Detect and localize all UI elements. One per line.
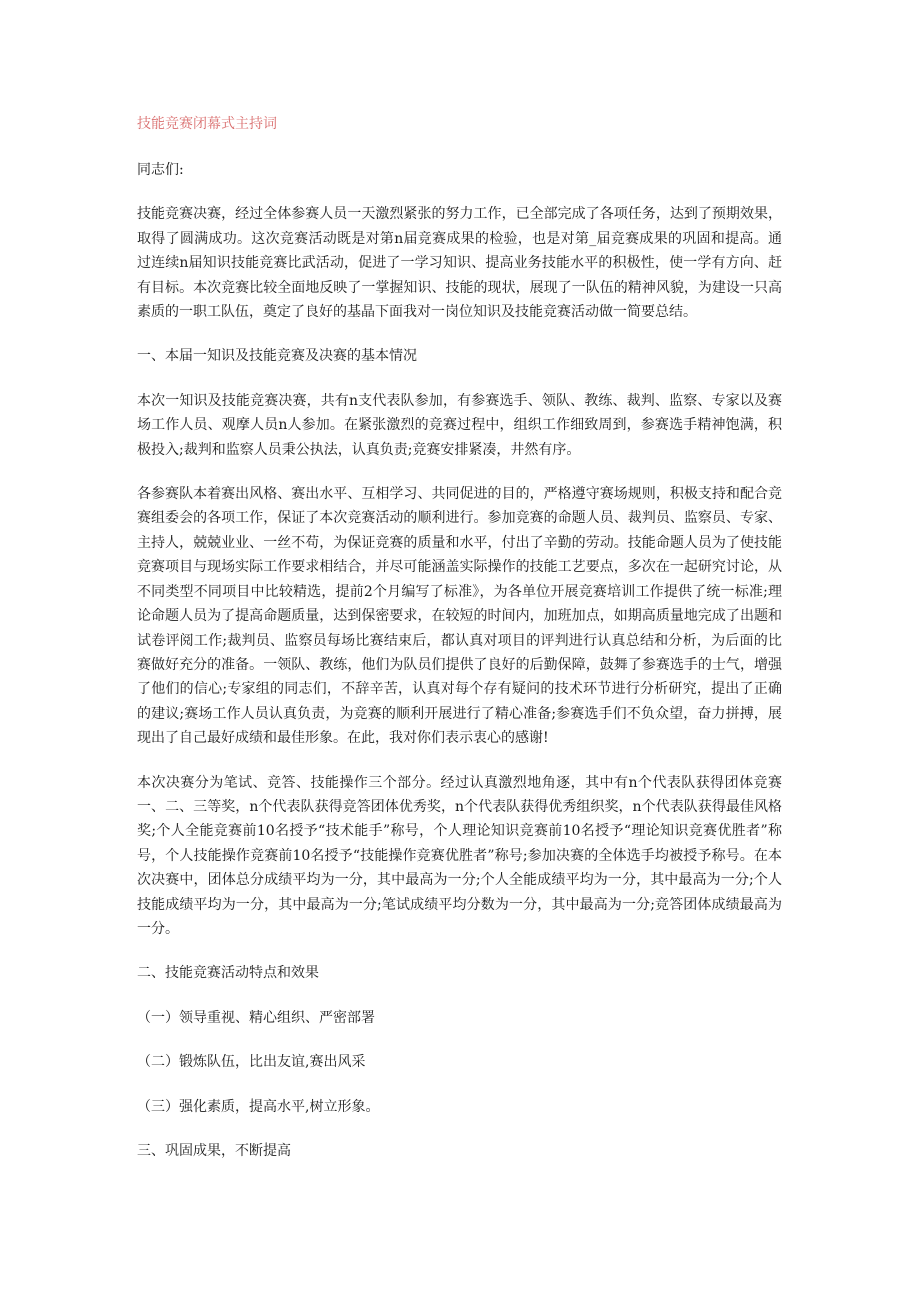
section-1-paragraph-1: 本次一知识及技能竞赛决赛，共有n支代表队参加，有参赛选手、领队、教练、裁判、监察、专家以及赛场工作人员、观摩人员n人参加。在紧张激烈的竞赛过程中，组织工作细致周到，参赛选手精神饱满，积极投入;裁判和监察人员秉公执法，认真负责;竞赛安排紧凑，井然有序。 bbox=[137, 392, 782, 458]
section-2-subheading-3: （三）强化素质，提高水平,树立形象。 bbox=[137, 1098, 380, 1115]
intro-paragraph: 技能竞赛决赛，经过全体参赛人员一天激烈紧张的努力工作，已全部完成了各项任务，达到了预期效果，取得了圆满成功。这次竞赛活动既是对第n届竞赛成果的检验，也是对第_届竞赛成果的巩固和提高。通过连续n届知识技能竞赛比武活动，促进了一学习知识、提高业务技能水平的积极性，使一学有方向、赶有目标。本次竞赛比较全面地反映了一掌握知识、技能的现状，展现了一队伍的精神风貌，为建设一只高素质的一职工队伍，奠定了良好的基晶下面我对一岗位知识及技能竞赛活动做一简要总结。 bbox=[137, 206, 782, 321]
section-2-heading: 二、技能竞赛活动特点和效果 bbox=[137, 965, 319, 982]
section-1-paragraph-2: 各参赛队本着赛出风格、赛出水平、互相学习、共同促进的目的，严格遵守赛场规则，积极支持和配合竞赛组委会的各项工作，保证了本次竞赛活动的顺利进行。参加竞赛的命题人员、裁判员、监察员、专家、主持人，兢兢业业、一丝不苟，为保证竞赛的质量和水平，付出了辛勤的劳动。技能命题人员为了使技能竞赛项目与现场实际工作要求相结合，并尽可能涵盖实际操作的技能工艺要点，多次在一起研究讨论，从不同类型不同项目中比较精选，提前2个月编写了标准》，为各单位开展竞赛培训工作提供了统一标准;理论命题人员为了提高命题质量，达到保密要求，在较短的时间内，加班加点，如期高质量地完成了出题和试卷评阅工作;裁判员、监察员每场比赛结束后，都认真对项目的评判进行认真总结和分析，为后面的比赛做好充分的准备。一领队、教练，他们为队员们提供了良好的后勤保障，鼓舞了参赛选手的士气，增强了他们的信心;专家组的同志们，不辞辛苦，认真对每个存有疑问的技术环节进行分析研究，提出了正确的建议;赛场工作人员认真负责，为竞赛的顺利开展进行了精心准备;参赛选手们不负众望，奋力拼搏，展现出了自己最好成绩和最佳形象。在此，我对你们表示衷心的感谢! bbox=[137, 486, 782, 747]
document-title: 技能竞赛闭幕式主持词 bbox=[137, 116, 277, 132]
salutation: 同志们: bbox=[137, 162, 184, 178]
section-1-paragraph-3: 本次决赛分为笔试、竞答、技能操作三个部分。经过认真激烈地角逐，其中有n个代表队获得团体竞赛一、二、三等奖，n个代表队获得竞答团体优秀奖，n个代表队获得优秀组织奖，n个代表队获得最佳风格奖;个人全能竞赛前10名授予“技术能手”称号，个人理论知识竞赛前10名授予“理论知识竞赛优胜者”称号，个人技能操作竞赛前10名授予“技能操作竞赛优胜者”称号;参加决赛的全体选手均被授予称号。在本次决赛中，团体总分成绩平均为一分，其中最高为一分;个人全能成绩平均为一分，其中最高为一分;个人技能成绩平均为一分，其中最高为一分;笔试成绩平均分数为一分，其中最高为一分;竞答团体成绩最高为一分。 bbox=[137, 774, 782, 937]
section-2-subheading-2: （二）锻炼队伍，比出友谊,赛出风采 bbox=[137, 1054, 366, 1071]
section-2-subheading-1: （一）领导重视、精心组织、严密部署 bbox=[137, 1009, 375, 1026]
section-1-heading: 一、本届一知识及技能竞赛及决赛的基本情况 bbox=[137, 348, 417, 365]
document-body bbox=[137, 112, 782, 1163]
section-3-heading: 三、巩固成果，不断提高 bbox=[137, 1143, 291, 1159]
